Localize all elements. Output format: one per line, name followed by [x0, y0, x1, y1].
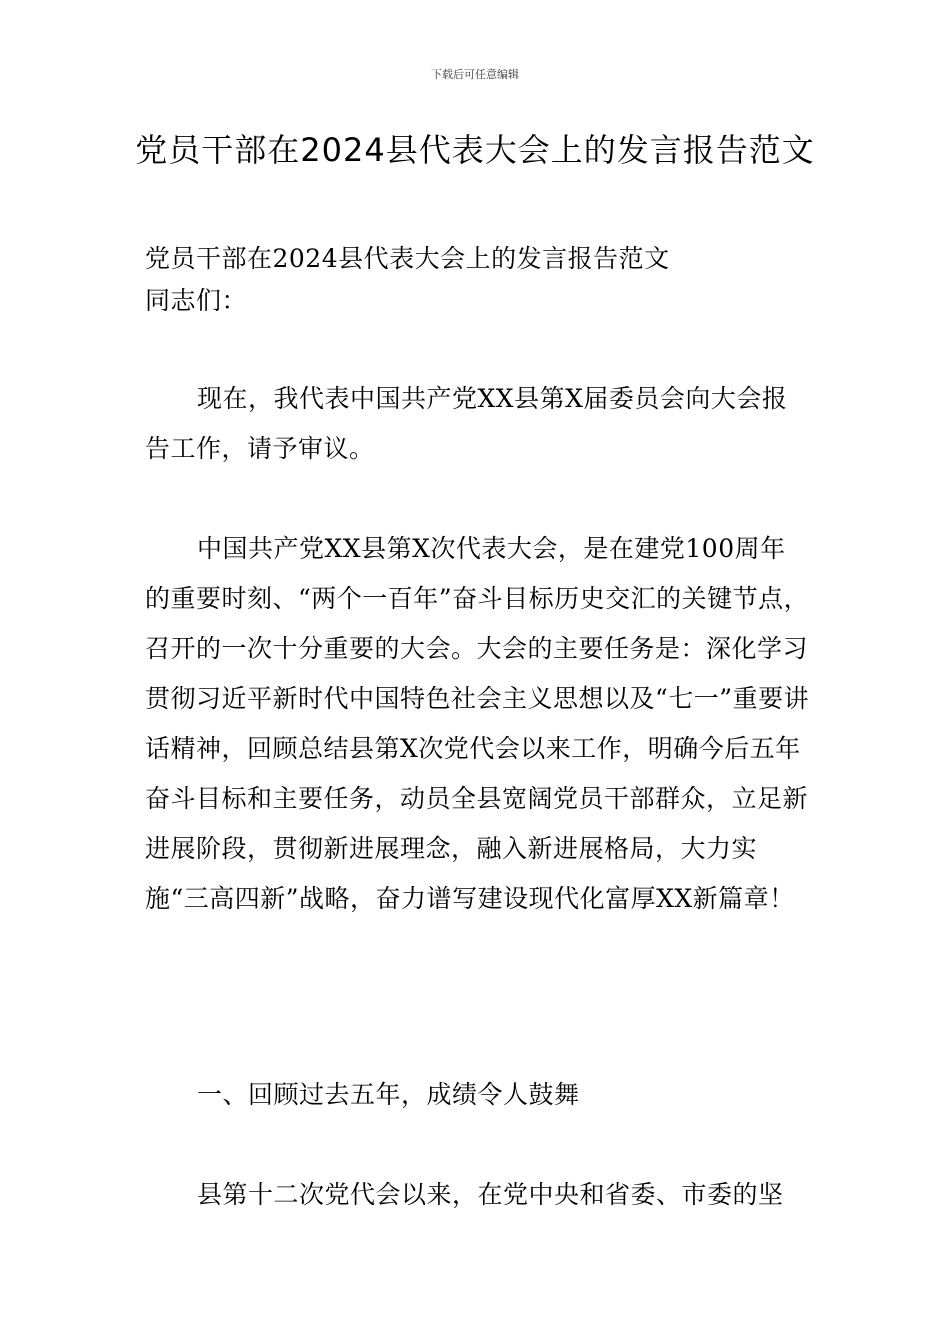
document-title: 党员干部在2024县代表大会上的发言报告范文 [135, 131, 815, 169]
paragraph-2: 中国共产党XX县第X次代表大会，是在建党100周年的重要时刻、“两个一百年”奋斗目标历史交汇的关键节点，召开的一次十分重要的大会。大会的主要任务是：深化学习贯彻习近平新时代中国特色社会主义思想以及“七一”重要讲话精神，回顾总结县第X次党代会以来工作，明确今后五年奋斗目标和主要任务，动员全县宽阔党员干部群众，立足新进展阶段，贯彻新进展理念，融入新进展格局，大力实施“三高四新”战略，奋力谱写建设现代化富厚XX新篇章！ [145, 534, 810, 913]
header-note: 下载后可任意编辑 [431, 68, 519, 81]
paragraph-1: 现在，我代表中国共产党XX县第X届委员会向大会报告工作，请予审议。 [145, 384, 788, 463]
subtitle-line: 党员干部在2024县代表大会上的发言报告范文 [145, 244, 670, 273]
section-heading-1: 一、回顾过去五年，成绩令人鼓舞 [197, 1080, 580, 1109]
paragraph-3: 县第十二次党代会以来，在党中央和省委、市委的坚 [197, 1180, 784, 1209]
salutation: 同志们： [145, 286, 248, 315]
